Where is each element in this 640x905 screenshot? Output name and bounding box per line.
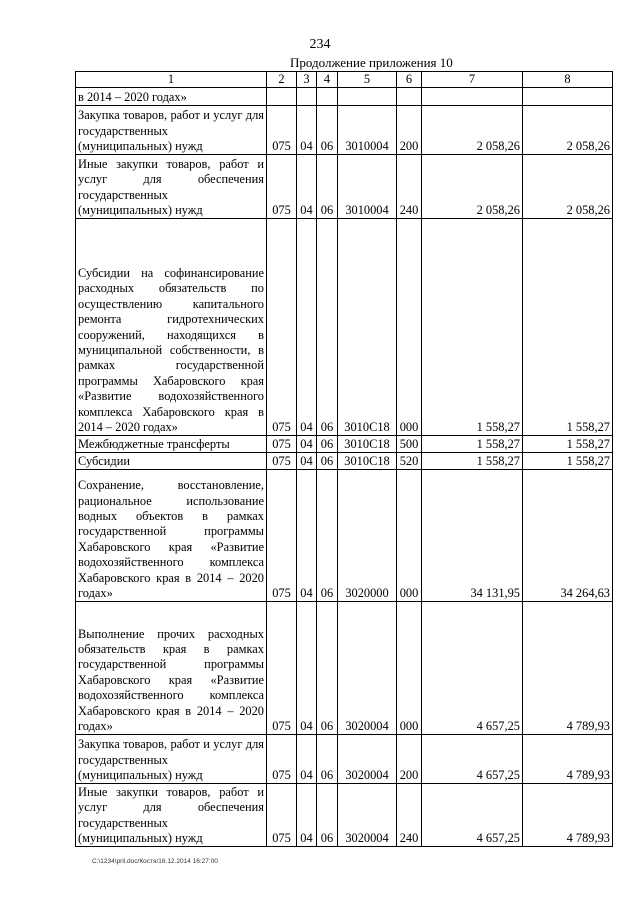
budget-table <box>75 71 613 847</box>
amount-2016-cell <box>523 88 613 106</box>
row-name-cell: Межбюджетные трансферты <box>76 436 267 453</box>
table-row <box>76 453 613 470</box>
amount-2015-cell: 1 558,27 <box>422 436 523 453</box>
amount-2015-cell: 34 131,95 <box>422 470 523 602</box>
table-row <box>76 106 613 155</box>
amount-2015-cell: 2 058,26 <box>422 106 523 155</box>
amount-2016-cell: 1 558,27 <box>523 453 613 470</box>
target-article-cell: 3010004 <box>338 155 397 219</box>
chapter-cell: 04 <box>297 155 317 219</box>
subsection-cell: 06 <box>317 436 338 453</box>
table-row <box>76 155 613 219</box>
section-cell: 075 <box>267 155 297 219</box>
table-row <box>76 219 613 436</box>
subsection-cell: 06 <box>317 219 338 436</box>
amount-2015-cell: 1 558,27 <box>422 219 523 436</box>
target-article-cell: 3010С18 <box>338 219 397 436</box>
chapter-cell: 04 <box>297 219 317 436</box>
amount-2015-cell <box>422 88 523 106</box>
target-article-cell: 3010004 <box>338 106 397 155</box>
subsection-cell: 06 <box>317 602 338 735</box>
amount-2016-cell: 34 264,63 <box>523 470 613 602</box>
expense-type-cell: 500 <box>397 436 422 453</box>
amount-2016-cell: 4 789,93 <box>523 784 613 847</box>
column-header: 6 <box>397 72 422 88</box>
row-name-cell: Выполнение прочих расходных обязательств края в рамках государственной программы Хабаровского края «Развитие водохозяйственного комплекса Хабаровского края в 2014 – 2020 годах» <box>76 602 267 735</box>
expense-type-cell: 000 <box>397 219 422 436</box>
row-name-cell: Сохранение, восстановление, рациональное использование водных объектов в рамках государственной программы Хабаровского края «Развитие водохозяйственного комплекса Хабаровского края в 2014 – 2020 годах» <box>76 470 267 602</box>
section-cell: 075 <box>267 784 297 847</box>
table-row <box>76 470 613 602</box>
chapter-cell: 04 <box>297 735 317 784</box>
subsection-cell: 06 <box>317 735 338 784</box>
expense-type-cell: 520 <box>397 453 422 470</box>
target-article-cell: 3020000 <box>338 470 397 602</box>
column-header: 8 <box>523 72 613 88</box>
table-row <box>76 735 613 784</box>
amount-2016-cell: 4 789,93 <box>523 602 613 735</box>
table-row <box>76 602 613 735</box>
column-header: 4 <box>317 72 338 88</box>
expense-type-cell: 000 <box>397 602 422 735</box>
row-name-cell: Субсидии на софинансирование расходных обязательств по осуществлению капитального ремонта гидротехнических сооружений, находящихся в муниципальной собственности, в рамках государственной программы Хабаровского края «Развитие водохозяйственного комплекса Хабаровского края в 2014 – 2020 годах» <box>76 219 267 436</box>
target-article-cell: 3010С18 <box>338 453 397 470</box>
chapter-cell: 04 <box>297 453 317 470</box>
amount-2016-cell: 4 789,93 <box>523 735 613 784</box>
column-header: 7 <box>422 72 523 88</box>
column-header: 1 <box>76 72 267 88</box>
table-row <box>76 88 613 106</box>
target-article-cell: 3020004 <box>338 784 397 847</box>
expense-type-cell: 240 <box>397 155 422 219</box>
amount-2015-cell: 1 558,27 <box>422 453 523 470</box>
section-cell: 075 <box>267 470 297 602</box>
subsection-cell: 06 <box>317 453 338 470</box>
column-header: 5 <box>338 72 397 88</box>
amount-2016-cell: 1 558,27 <box>523 219 613 436</box>
table-row <box>76 436 613 453</box>
target-article-cell: 3010С18 <box>338 436 397 453</box>
chapter-cell <box>297 88 317 106</box>
section-cell: 075 <box>267 735 297 784</box>
expense-type-cell <box>397 88 422 106</box>
section-cell: 075 <box>267 219 297 436</box>
amount-2015-cell: 4 657,25 <box>422 602 523 735</box>
row-name-cell: в 2014 – 2020 годах» <box>76 88 267 106</box>
target-article-cell <box>338 88 397 106</box>
continuation-caption: Продолжение приложения 10 <box>290 55 453 70</box>
row-name-cell: Закупка товаров, работ и услуг для государственных (муниципальных) нужд <box>76 106 267 155</box>
target-article-cell: 3020004 <box>338 602 397 735</box>
column-header: 2 <box>267 72 297 88</box>
amount-2016-cell: 2 058,26 <box>523 106 613 155</box>
subsection-cell: 06 <box>317 155 338 219</box>
expense-type-cell: 200 <box>397 735 422 784</box>
expense-type-cell: 000 <box>397 470 422 602</box>
chapter-cell: 04 <box>297 106 317 155</box>
amount-2016-cell: 1 558,27 <box>523 436 613 453</box>
expense-type-cell: 200 <box>397 106 422 155</box>
row-name-cell: Иные закупки товаров, работ и услуг для обеспечения государственных (муниципальных) нужд <box>76 155 267 219</box>
amount-2016-cell: 2 058,26 <box>523 155 613 219</box>
subsection-cell <box>317 88 338 106</box>
chapter-cell: 04 <box>297 470 317 602</box>
table-row <box>76 784 613 847</box>
page-number: 234 <box>309 37 331 52</box>
section-cell: 075 <box>267 106 297 155</box>
subsection-cell: 06 <box>317 470 338 602</box>
chapter-cell: 04 <box>297 436 317 453</box>
subsection-cell: 06 <box>317 784 338 847</box>
amount-2015-cell: 4 657,25 <box>422 784 523 847</box>
amount-2015-cell: 4 657,25 <box>422 735 523 784</box>
file-path-footer: C:\1234\pril.doc/Костя/16.12.2014 16:27:00 <box>92 858 218 865</box>
target-article-cell: 3020004 <box>338 735 397 784</box>
expense-type-cell: 240 <box>397 784 422 847</box>
section-cell: 075 <box>267 602 297 735</box>
subsection-cell: 06 <box>317 106 338 155</box>
amount-2015-cell: 2 058,26 <box>422 155 523 219</box>
row-name-cell: Субсидии <box>76 453 267 470</box>
chapter-cell: 04 <box>297 602 317 735</box>
row-name-cell: Иные закупки товаров, работ и услуг для обеспечения государственных (муниципальных) нужд <box>76 784 267 847</box>
chapter-cell: 04 <box>297 784 317 847</box>
row-name-cell: Закупка товаров, работ и услуг для государственных (муниципальных) нужд <box>76 735 267 784</box>
section-cell <box>267 88 297 106</box>
table-header-row <box>76 72 613 88</box>
column-header: 3 <box>297 72 317 88</box>
section-cell: 075 <box>267 436 297 453</box>
section-cell: 075 <box>267 453 297 470</box>
